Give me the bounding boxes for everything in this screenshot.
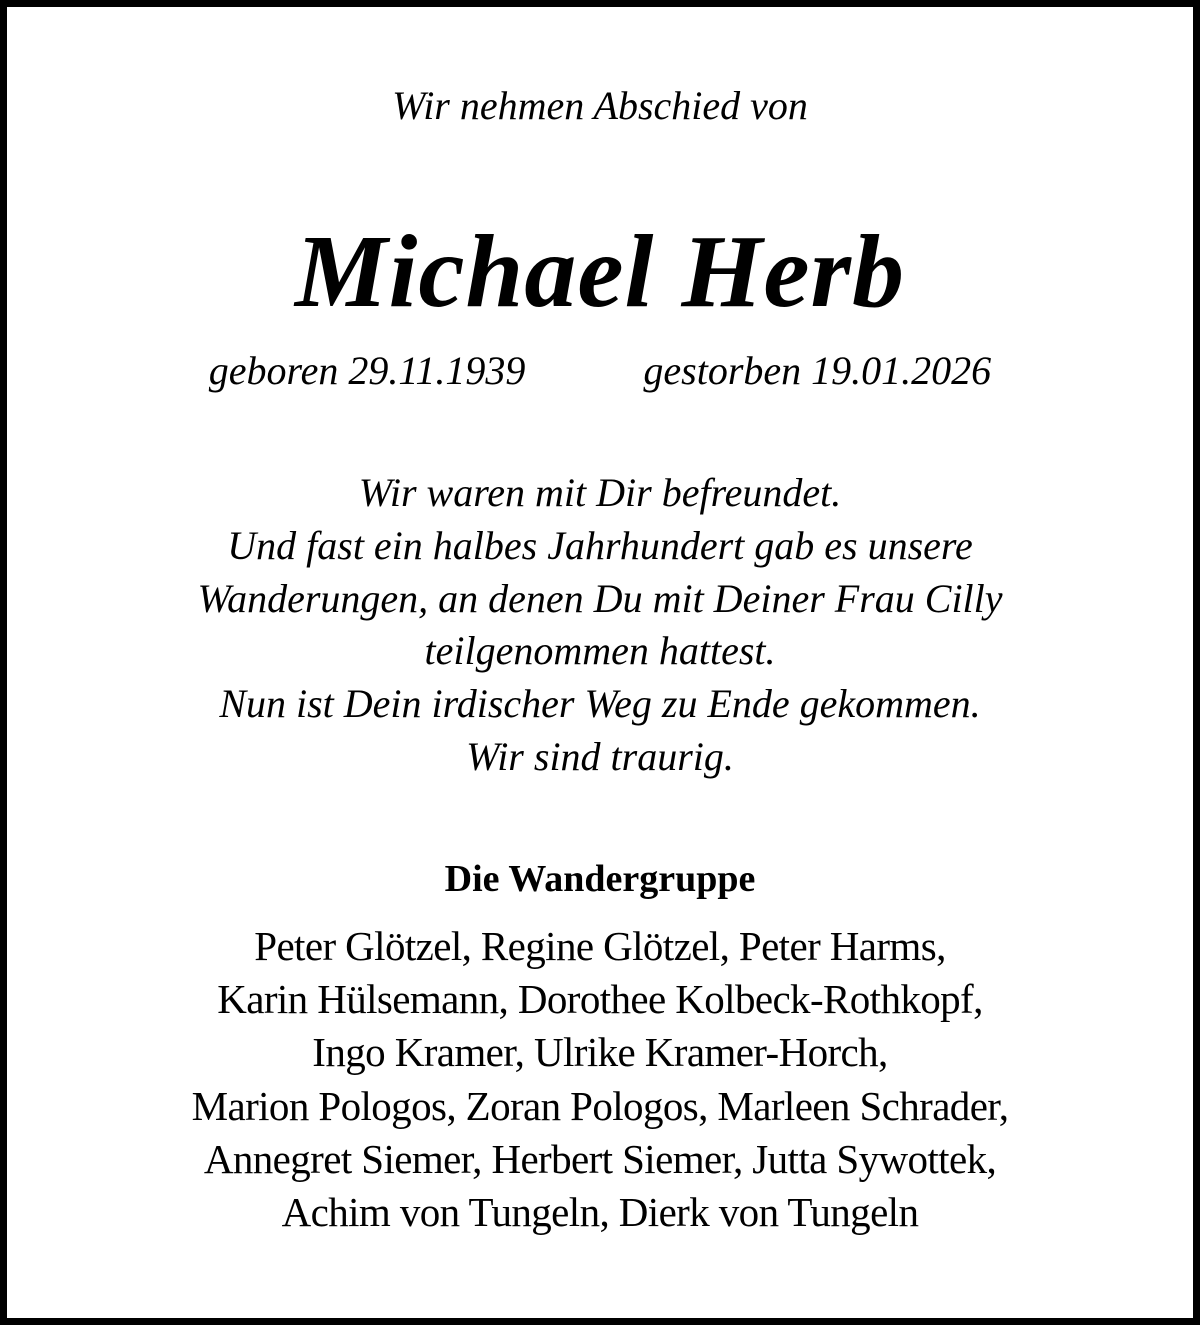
- death-date: gestorben 19.01.2026: [643, 348, 992, 393]
- poem-line: Wir waren mit Dir befreundet.: [358, 470, 842, 515]
- dates: [0, 346, 1200, 396]
- intro-text: Wir nehmen Abschied von: [392, 83, 808, 128]
- poem: [0, 467, 1200, 784]
- deceased-name: Michael Herb: [295, 214, 905, 329]
- mourners-line: Ingo Kramer, Ulrike Kramer-Horch,: [312, 1029, 888, 1076]
- mourners-list: [0, 920, 1200, 1239]
- poem-line: Wir sind traurig.: [466, 733, 734, 779]
- mourners-line: Peter Glötzel, Regine Glötzel, Peter Harms,: [254, 923, 946, 969]
- mourners-line: Achim von Tungeln, Dierk von Tungeln: [281, 1189, 919, 1236]
- mourners-line: Annegret Siemer, Herbert Siemer, Jutta Sywottek,: [203, 1135, 997, 1182]
- poem-line: Und fast ein halbes Jahrhundert gab es unsere: [227, 522, 973, 568]
- group-title: Die Wandergruppe: [444, 858, 756, 900]
- mourners-line: Marion Pologos, Zoran Pologos, Marleen Schrader,: [191, 1082, 1009, 1129]
- poem-line: Wanderungen, an denen Du mit Deiner Frau Cilly: [197, 575, 1003, 621]
- mourners-line: Karin Hülsemann, Dorothee Kolbeck-Rothkopf,: [217, 976, 983, 1023]
- poem-line: teilgenommen hattest.: [424, 628, 776, 674]
- birth-date: geboren 29.11.1939: [208, 348, 526, 393]
- poem-line: Nun ist Dein irdischer Weg zu Ende gekommen.: [219, 681, 981, 727]
